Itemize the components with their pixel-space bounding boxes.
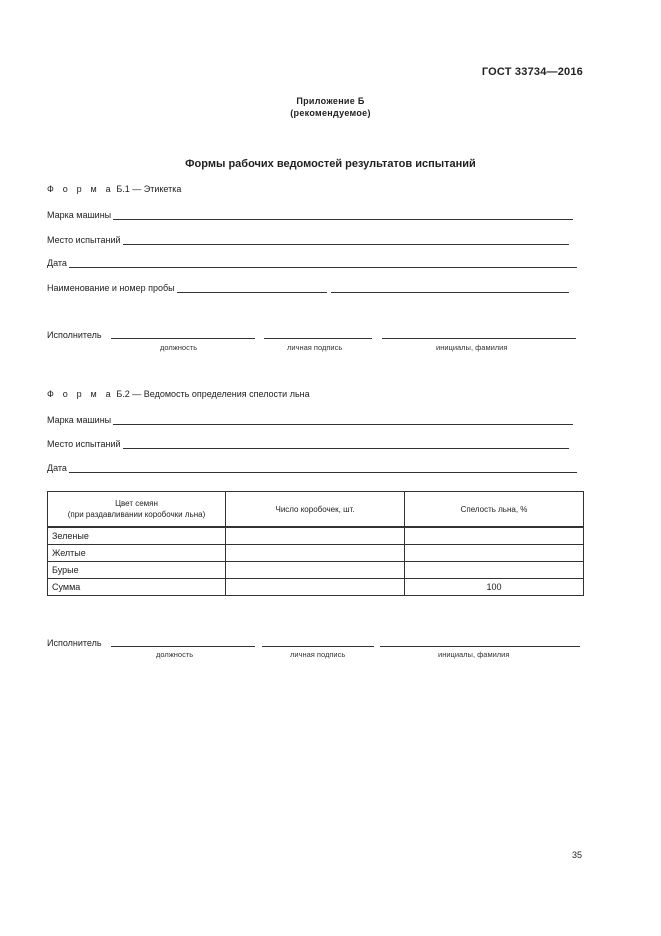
form1-place-field[interactable] bbox=[47, 233, 569, 245]
table-row bbox=[48, 562, 584, 579]
form2-position-line[interactable] bbox=[111, 646, 255, 647]
form2-place-label: Место испытаний bbox=[47, 439, 121, 449]
row-count-cell[interactable] bbox=[226, 579, 405, 596]
form2-label-rest: Б.2 — Ведомость определения спелости льна bbox=[113, 389, 310, 399]
row-label: Желтые bbox=[48, 545, 226, 562]
appendix-subtitle: (рекомендуемое) bbox=[290, 108, 371, 118]
row-count-cell[interactable] bbox=[226, 562, 405, 579]
row-ripeness-cell[interactable] bbox=[405, 527, 584, 545]
form1-machine-line[interactable] bbox=[113, 210, 573, 220]
page-number: 35 bbox=[571, 850, 582, 860]
form2-signature-caption: личная подпись bbox=[290, 650, 346, 659]
header-box-count: Число коробочек, шт. bbox=[226, 492, 405, 528]
row-count-cell[interactable] bbox=[226, 545, 405, 562]
form1-machine-field[interactable] bbox=[47, 208, 573, 220]
form1-executor-field bbox=[47, 328, 102, 340]
form1-signature-line[interactable] bbox=[264, 338, 372, 339]
form1-label-spaced: Ф о р м а bbox=[47, 184, 114, 194]
form2-executor-field bbox=[47, 636, 102, 648]
form1-executor-label: Исполнитель bbox=[47, 330, 102, 340]
form2-date-field[interactable] bbox=[47, 461, 577, 473]
table-header-row bbox=[48, 492, 584, 528]
header-seed-color-line2: (при раздавливании коробочки льна) bbox=[67, 510, 206, 519]
form1-position-line[interactable] bbox=[111, 338, 255, 339]
form1-machine-label: Марка машины bbox=[47, 210, 112, 220]
ripeness-table bbox=[47, 491, 584, 596]
header-seed-color bbox=[48, 492, 226, 528]
form2-date-label: Дата bbox=[47, 463, 67, 473]
table-row bbox=[48, 527, 584, 545]
form1-place-line[interactable] bbox=[123, 235, 569, 245]
form2-position-caption: должность bbox=[156, 650, 194, 659]
table-row bbox=[48, 579, 584, 596]
document-title: Формы рабочих ведомостей результатов испытаний bbox=[185, 158, 476, 170]
row-ripeness-cell[interactable]: 100 bbox=[405, 579, 584, 596]
form2-machine-field[interactable] bbox=[47, 413, 573, 425]
form1-position-caption: должность bbox=[160, 343, 198, 352]
standard-number: ГОСТ 33734—2016 bbox=[481, 66, 583, 78]
row-ripeness-cell[interactable] bbox=[405, 545, 584, 562]
form2-machine-line[interactable] bbox=[113, 415, 573, 425]
form1-date-label: Дата bbox=[47, 258, 67, 268]
form2-label-spaced: Ф о р м а bbox=[47, 389, 114, 399]
row-count-cell[interactable] bbox=[226, 527, 405, 545]
appendix-title: Приложение Б bbox=[296, 96, 365, 106]
form1-place-label: Место испытаний bbox=[47, 235, 121, 245]
table-row bbox=[48, 545, 584, 562]
form2-executor-label: Исполнитель bbox=[47, 638, 102, 648]
form1-sample-label: Наименование и номер пробы bbox=[47, 283, 175, 293]
form1-date-field[interactable] bbox=[47, 256, 577, 268]
form2-date-line[interactable] bbox=[69, 463, 577, 473]
form1-signature-caption: личная подпись bbox=[287, 343, 343, 352]
form1-sample-line-2[interactable] bbox=[331, 283, 569, 293]
form1-label-rest: Б.1 — Этикетка bbox=[113, 184, 182, 194]
form2-place-field[interactable] bbox=[47, 437, 569, 449]
form2-name-line[interactable] bbox=[380, 646, 580, 647]
form2-machine-label: Марка машины bbox=[47, 415, 112, 425]
header-ripeness: Спелость льна, % bbox=[405, 492, 584, 528]
form1-sample-line-1[interactable] bbox=[177, 283, 327, 293]
form2-label bbox=[47, 389, 310, 399]
form1-name-caption: инициалы, фамилия bbox=[436, 343, 508, 352]
form1-sample-field[interactable] bbox=[47, 281, 569, 293]
form2-name-caption: инициалы, фамилия bbox=[438, 650, 510, 659]
row-label: Зеленые bbox=[48, 527, 226, 545]
form2-signature-line[interactable] bbox=[262, 646, 374, 647]
row-ripeness-cell[interactable] bbox=[405, 562, 584, 579]
row-label: Сумма bbox=[48, 579, 226, 596]
header-seed-color-line1: Цвет семян bbox=[115, 499, 158, 508]
form1-name-line[interactable] bbox=[382, 338, 576, 339]
form1-date-line[interactable] bbox=[69, 258, 577, 268]
form1-label bbox=[47, 184, 181, 194]
form2-place-line[interactable] bbox=[123, 439, 569, 449]
row-label: Бурые bbox=[48, 562, 226, 579]
